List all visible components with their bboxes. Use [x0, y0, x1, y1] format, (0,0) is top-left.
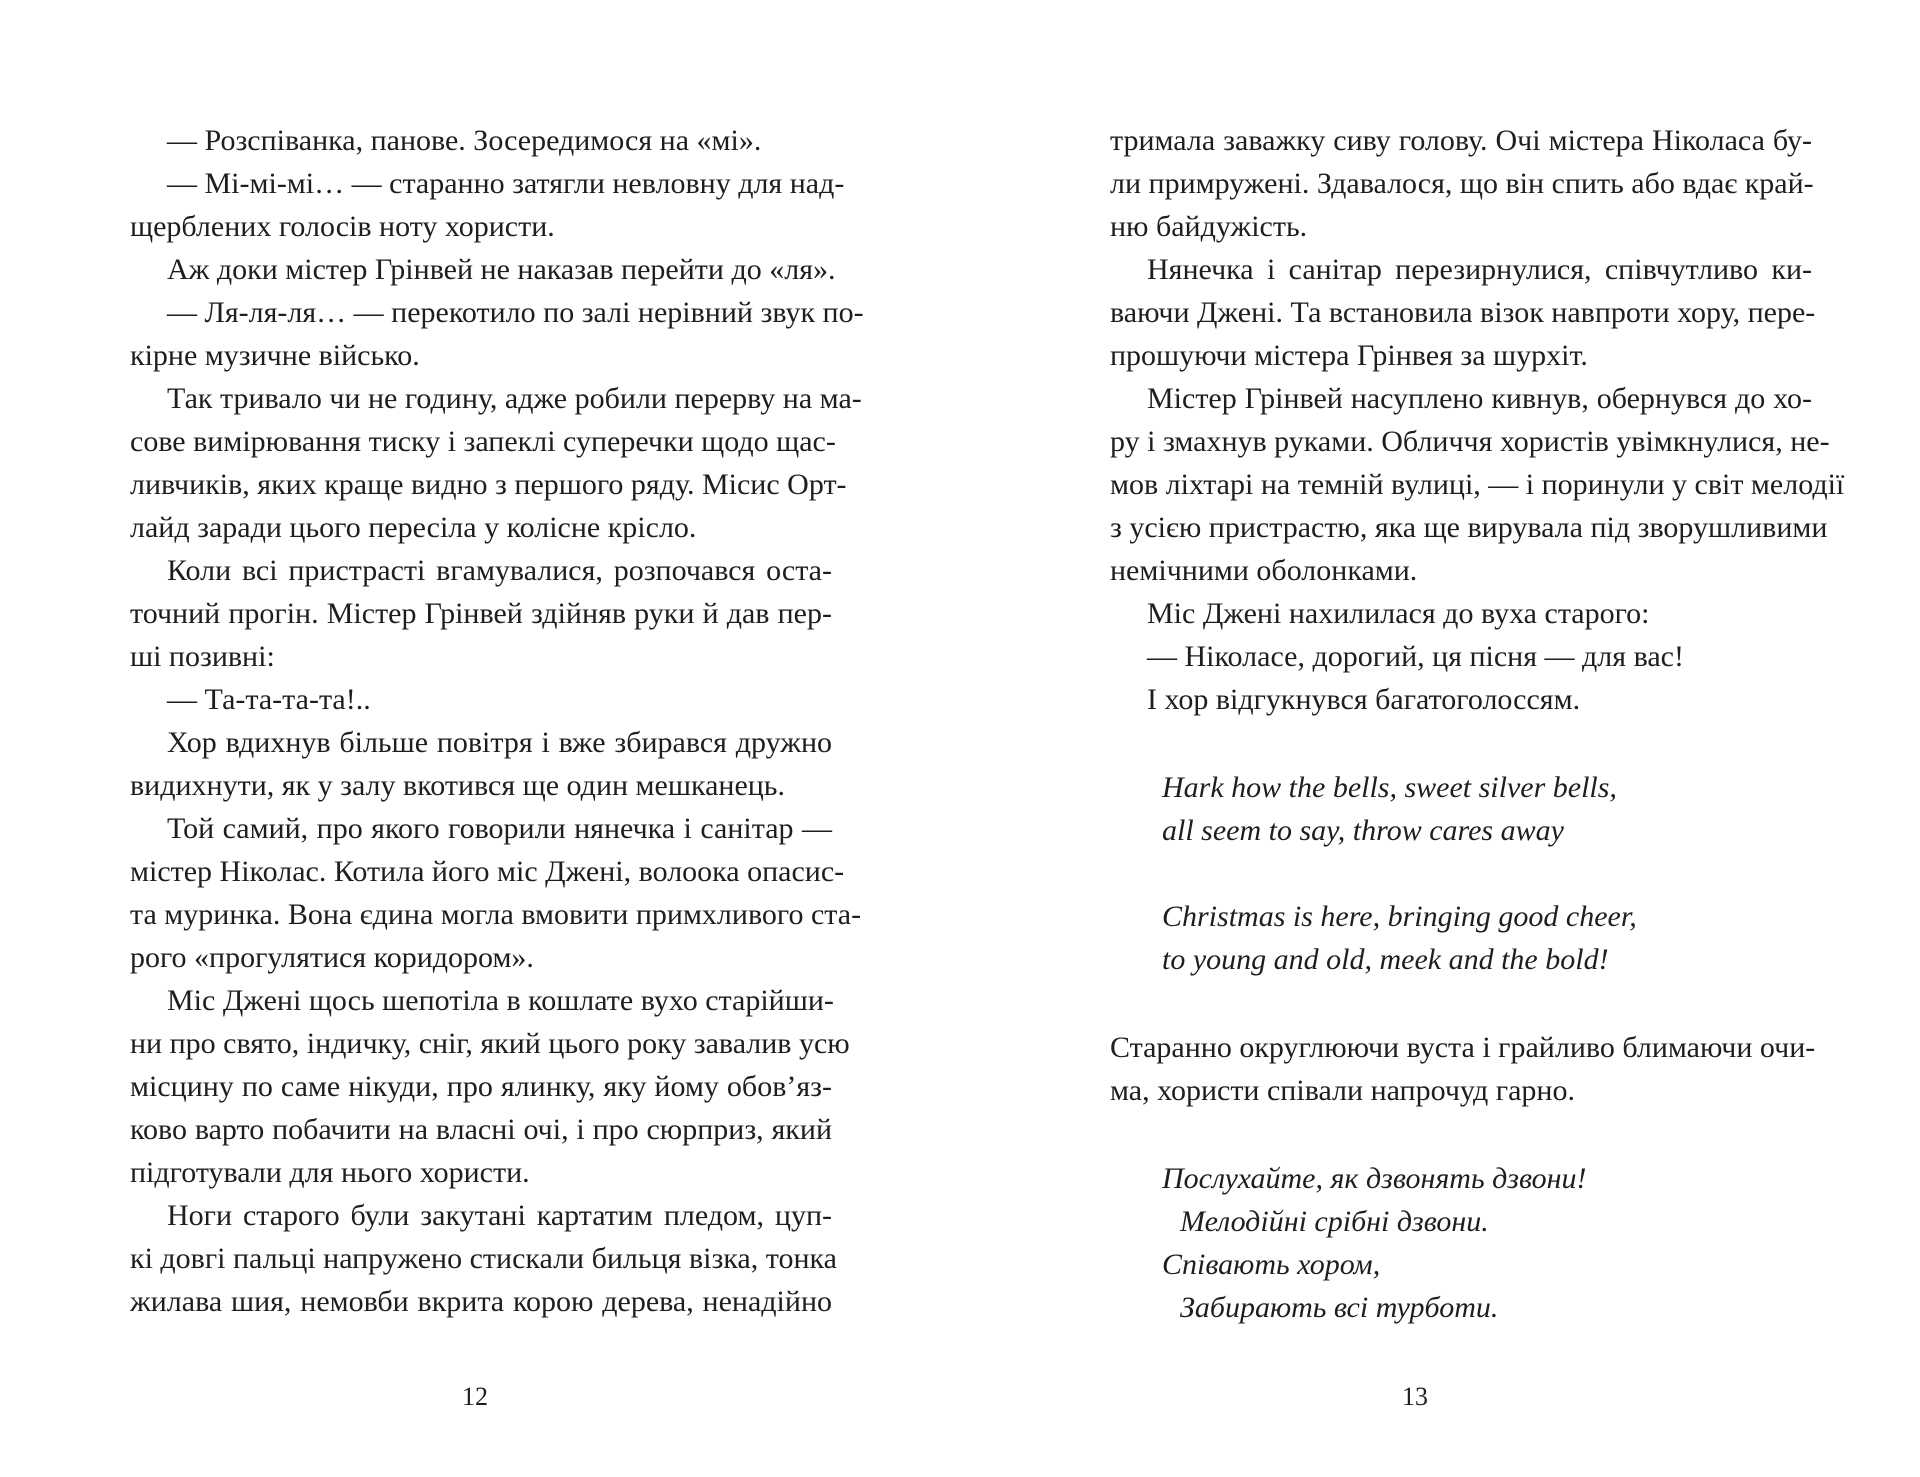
text-line: ню байдужість. [1110, 210, 1308, 243]
text-line: місцину по саме нікуди, про ялинку, яку йому обов’яз- [130, 1070, 832, 1103]
song-line-en: to young and old, meek and the bold! [1162, 943, 1609, 976]
text-line: Коли всі пристрасті вгамувалися, розпочався оста- [167, 554, 832, 587]
text-line: та муринка. Вона єдина могла вмовити примхливого ста- [130, 898, 862, 931]
text-line: Хор вдихнув більше повітря і вже збирався дружно [167, 726, 832, 759]
text-line: Так тривало чи не годину, адже робили перерву на ма- [167, 382, 862, 415]
text-line: ли примружені. Здавалося, що він спить або вдає край- [1110, 167, 1814, 200]
text-line: Аж доки містер Грінвей не наказав перейти до «ля». [167, 253, 836, 286]
text-line: немічними оболонками. [1110, 554, 1418, 587]
text-line: Той самий, про якого говорили нянечка і санітар — [167, 812, 832, 845]
text-line: рого «прогулятися коридором». [130, 941, 534, 974]
text-line: кі довгі пальці напружено стискали бильця візка, тонка [130, 1242, 837, 1275]
text-line: Ноги старого були закутані картатим пледом, цуп- [167, 1199, 832, 1232]
text-line: Міс Джені щось шепотіла в кошлате вухо старійши- [167, 984, 834, 1017]
text-line: І хор відгукнувся багатоголоссям. [1147, 683, 1581, 716]
text-line: видихнути, як у залу вкотився ще один мешканець. [130, 769, 785, 802]
text-line: ші позивні: [130, 640, 275, 673]
text-line: сове вимірювання тиску і запеклі суперечки щодо щас- [130, 425, 836, 458]
text-line: Містер Грінвей насуплено кивнув, обернувся до хо- [1147, 382, 1812, 415]
text-line: — Та-та-та-та!.. [167, 683, 371, 716]
text-line: ма, хористи співали напрочуд гарно. [1110, 1074, 1575, 1107]
song-line-en: Christmas is here, bringing good cheer, [1162, 900, 1637, 933]
text-line: ливчиків, яких краще видно з першого ряду. Місис Орт- [130, 468, 847, 501]
text-line: ру і змахнув руками. Обличчя хористів увімкнулися, не- [1110, 425, 1830, 458]
song-line-en: Hark how the bells, sweet silver bells, [1162, 771, 1617, 804]
song-line-uk: Послухайте, як дзвонять дзвони! [1162, 1162, 1587, 1195]
text-line: — Ля-ля-ля… — перекотило по залі нерівний звук по- [167, 296, 864, 329]
song-line-uk: Співають хором, [1162, 1248, 1381, 1281]
right-page [960, 0, 1920, 1477]
text-line: містер Ніколас. Котила його міс Джені, волоока опасис- [130, 855, 845, 888]
text-line: — Розспіванка, панове. Зосередимося на «мі». [167, 124, 762, 157]
text-line: тримала заважку сиву голову. Очі містера Ніколаса бу- [1110, 124, 1812, 157]
text-line: точний прогін. Містер Грінвей здійняв руки й дав пер- [130, 597, 832, 630]
text-line: мов ліхтарі на темній вулиці, — і поринули у світ мелодії [1110, 468, 1845, 501]
page-number: 12 [462, 1382, 488, 1411]
text-line: з усією пристрастю, яка ще вирувала під зворушливими [1110, 511, 1828, 544]
text-line: Старанно округлюючи вуста і грайливо блимаючи очи- [1110, 1031, 1816, 1064]
song-line-en: all seem to say, throw cares away [1162, 814, 1564, 847]
text-line: підготували для нього хористи. [130, 1156, 530, 1189]
text-line: жилава шия, немовби вкрита корою дерева, ненадійно [130, 1285, 832, 1318]
text-line: — Мі-мі-мі… — старанно затягли невловну для над- [167, 167, 845, 200]
song-line-uk: Забирають всі турботи. [1180, 1291, 1499, 1324]
song-line-uk: Мелодійні срібні дзвони. [1180, 1205, 1489, 1238]
text-line: ни про свято, індичку, сніг, який цього року завалив усю [130, 1027, 850, 1060]
text-line: ваючи Джені. Та встановила візок навпроти хору, пере- [1110, 296, 1816, 329]
text-line: кірне музичне військо. [130, 339, 420, 372]
text-line: — Ніколасе, дорогий, ця пісня — для вас! [1147, 640, 1684, 673]
text-line: ково варто побачити на власні очі, і про сюрприз, який [130, 1113, 832, 1146]
text-line: прошуючи містера Грінвея за шурхіт. [1110, 339, 1588, 372]
text-line: лайд заради цього пересіла у колісне крісло. [130, 511, 697, 544]
text-line: Міс Джені нахилилася до вуха старого: [1147, 597, 1650, 630]
text-line: Нянечка і санітар перезирнулися, співчутливо ки- [1147, 253, 1812, 286]
text-line: щерблених голосів ноту хористи. [130, 210, 555, 243]
page-number: 13 [1402, 1382, 1428, 1411]
